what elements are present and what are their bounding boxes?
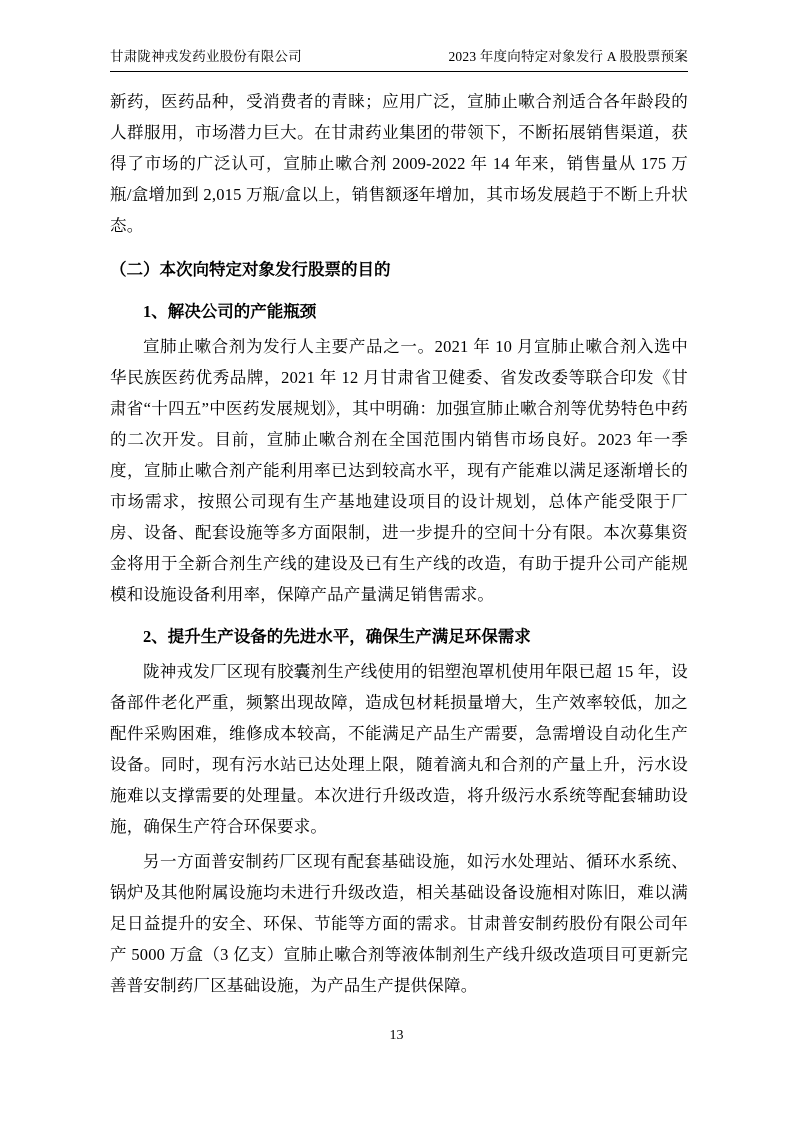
document-body: [110, 86, 688, 1001]
paragraph-puan-facilities: 另一方面普安制药厂区现有配套基础设施，如污水处理站、循环水系统、锅炉及其他附属设施均未进行升级改造，相关基础设备设施相对陈旧，难以满足日益提升的安全、环保、节能等方面的需求。甘肃普安制药股份有限公司年产 5000 万盒（3 亿支）宣肺止嗽合剂等液体制剂生产线升级改造项目可更新完善普安制药厂区基础设施，为产品生产提供保障。: [110, 851, 688, 995]
header-document-title: 2023 年度向特定对象发行 A 股股票预案: [448, 49, 688, 64]
page-number: 13: [389, 1028, 404, 1043]
paragraph-equipment-upgrade: 陇神戎发厂区现有胶囊剂生产线使用的铝塑泡罩机使用年限已超 15 年，设备部件老化严重，频繁出现故障，造成包材耗损量增大，生产效率较低，加之配件采购困难，维修成本较高，不能满足产品生产需要，急需增设自动化生产设备。同时，现有污水站已达处理上限，随着滴丸和合剂的产量上升，污水设施难以支撑需要的处理量。本次进行升级改造，将升级污水系统等配套辅助设施，确保生产符合环保要求。: [110, 661, 688, 836]
page-content: [110, 48, 688, 1005]
subsection-heading-2: 2、提升生产设备的先进水平，确保生产满足环保需求: [143, 626, 531, 646]
subsection-heading-1: 1、解决公司的产能瓶颈: [143, 301, 317, 321]
page-header: [110, 48, 688, 72]
paragraph-capacity-bottleneck: 宣肺止嗽合剂为发行人主要产品之一。2021 年 10 月宣肺止嗽合剂入选中华民族医药优秀品牌，2021 年 12 月甘肃省卫健委、省发改委等联合印发《甘肃省“十四五”中医药发展规划》，其中明确：加强宣肺止嗽合剂等优势特色中药的二次开发。目前，宣肺止嗽合剂在全国范围内销售市场良好。2023 年一季度，宣肺止嗽合剂产能利用率已达到较高水平，现有产能难以满足逐渐增长的市场需求，按照公司现有生产基地建设项目的设计规划，总体产能受限于厂房、设备、配套设施等多方面限制，进一步提升的空间十分有限。本次募集资金将用于全新合剂生产线的建设及已有生产线的改造，有助于提升公司产能规模和设施设备利用率，保障产品产量满足销售需求。: [110, 336, 688, 604]
header-company-name: 甘肃陇神戎发药业股份有限公司: [110, 49, 302, 64]
section-heading-two: （二）本次向特定对象发行股票的目的: [110, 259, 391, 279]
paragraph-continuation: 新药，医药品种，受消费者的青睐；应用广泛，宣肺止嗽合剂适合各年龄段的人群服用，市场潜力巨大。在甘肃药业集团的带领下，不断拓展销售渠道，获得了市场的广泛认可，宣肺止嗽合剂 2009-2022 年 14 年来，销售量从 175 万瓶/盒增加到 2,015 万瓶/盒以上，销售额逐年增加，其市场发展趋于不断上升状态。: [110, 91, 688, 235]
